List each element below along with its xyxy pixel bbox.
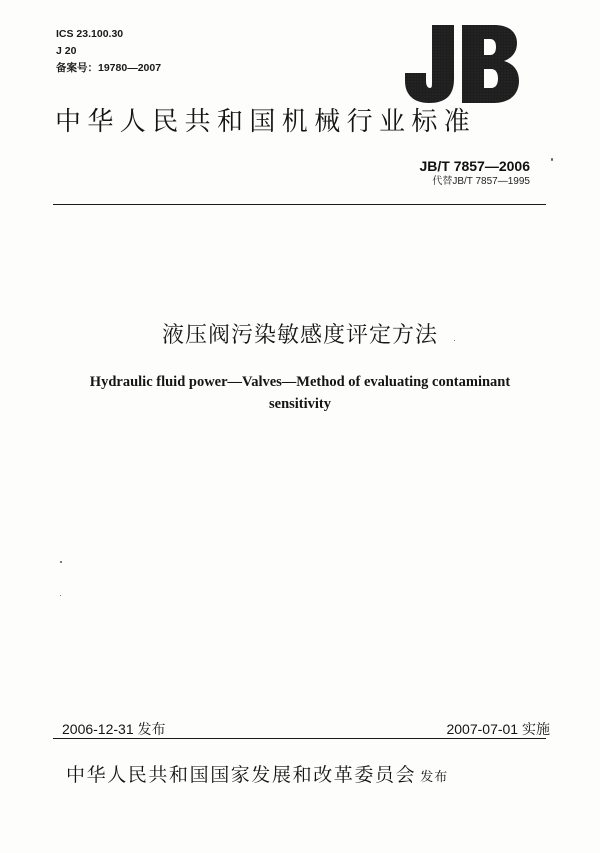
classification-block bbox=[56, 26, 161, 77]
document-title-en-line1: Hydraulic fluid power—Valves—Method of evaluating contaminant bbox=[89, 374, 511, 390]
ics-code: ICS 23.100.30 bbox=[56, 28, 124, 40]
publisher-organization: 中华人民共和国国家发展和改革委员会 bbox=[66, 764, 417, 786]
class-code: J 20 bbox=[56, 45, 77, 57]
standard-number: JB/T 7857—2006 bbox=[419, 158, 530, 174]
record-number: 备案号：19780—2007 bbox=[56, 62, 162, 74]
issue-date: 2006-12-31 发布 bbox=[62, 721, 166, 737]
top-divider bbox=[53, 204, 546, 205]
jb-logo bbox=[402, 21, 520, 105]
logo-letter-b bbox=[462, 25, 519, 103]
logo-letter-j bbox=[405, 25, 454, 103]
scan-speck bbox=[551, 158, 553, 161]
document-title-en-line2: sensitivity bbox=[268, 396, 332, 412]
implementation-date: 2007-07-01 实施 bbox=[446, 721, 550, 737]
publish-action: 发布 bbox=[420, 770, 449, 785]
document-title-en bbox=[60, 371, 540, 415]
bottom-divider bbox=[53, 738, 546, 739]
replaces-standard: 代替JB/T 7857—1995 bbox=[432, 176, 530, 187]
standard-number-block bbox=[419, 157, 530, 189]
scan-speck bbox=[60, 595, 61, 596]
publisher-line bbox=[66, 760, 448, 787]
standard-title: 中华人民共和国机械行业标准 bbox=[55, 107, 477, 137]
scan-speck bbox=[60, 561, 62, 563]
document-title-cn: 液压阀污染敏感度评定方法 bbox=[161, 323, 438, 348]
scan-speck bbox=[454, 340, 455, 341]
